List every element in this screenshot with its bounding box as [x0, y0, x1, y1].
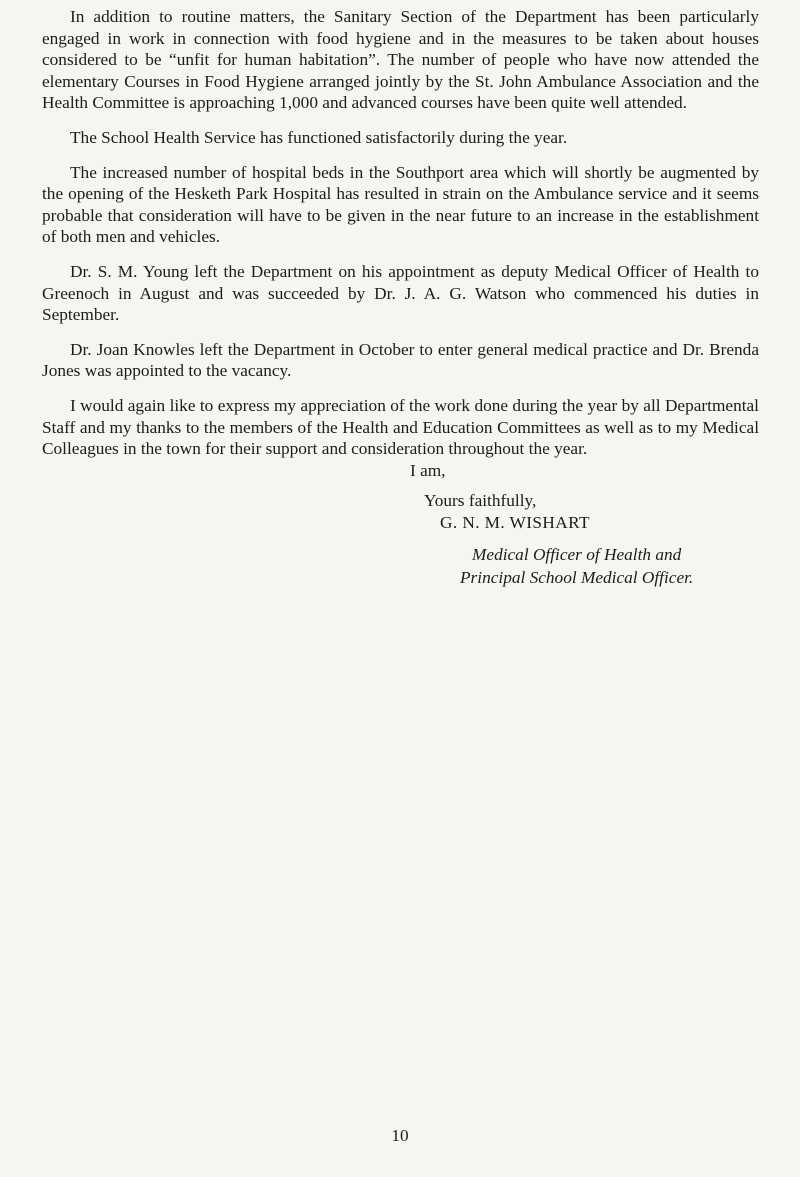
closing-yours-faithfully: Yours faithfully, — [424, 491, 537, 510]
paragraph-dr-knowles: Dr. Joan Knowles left the Department in October to enter general medical practice and Dr. Brenda Jones was appointed to the vacancy. — [42, 339, 759, 381]
paragraph-school-health: The School Health Service has functioned satisfactorily during the year. — [70, 127, 568, 147]
signatory-title-line-2: Principal School Medical Officer. — [460, 568, 694, 587]
signatory-title-line-1: Medical Officer of Health and — [472, 545, 682, 564]
document-page — [42, 0, 759, 587]
closing-i-am: I am, — [410, 461, 446, 480]
paragraph-appreciation: I would again like to express my appreciation of the work done during the year by all Departmental Staff and my thanks to the members of the Health and Education Committees as well as to my Medical Colleagues in the town for their support and consideration throughout the year. — [42, 395, 759, 459]
paragraph-dr-young: Dr. S. M. Young left the Department on his appointment as deputy Medical Officer of Health to Greenoch in August and was succeeded by Dr. J. A. G. Watson who commenced his duties in September. — [42, 261, 759, 325]
signatory-name: G. N. M. WISHART — [440, 513, 591, 532]
paragraph-hospital-beds: The increased number of hospital beds in the Southport area which will shortly be augmented by the opening of the Hesketh Park Hospital has resulted in strain on the Ambulance service and it seems probable that consideration will have to be given in the near future to an increase in the establishment of both men and vehicles. — [42, 162, 759, 247]
paragraph-sanitary-section: In addition to routine matters, the Sanitary Section of the Department has been particularly engaged in work in connection with food hygiene and in the measures to be taken about houses considered to be “unfit for human habitation”. The number of people who have now attended the elementary Courses in Food Hygiene arranged jointly by the St. John Ambulance Association and the Health Committee is approaching 1,000 and advanced courses have been quite well attended. — [42, 7, 759, 113]
page-number: 10 — [391, 1126, 409, 1145]
